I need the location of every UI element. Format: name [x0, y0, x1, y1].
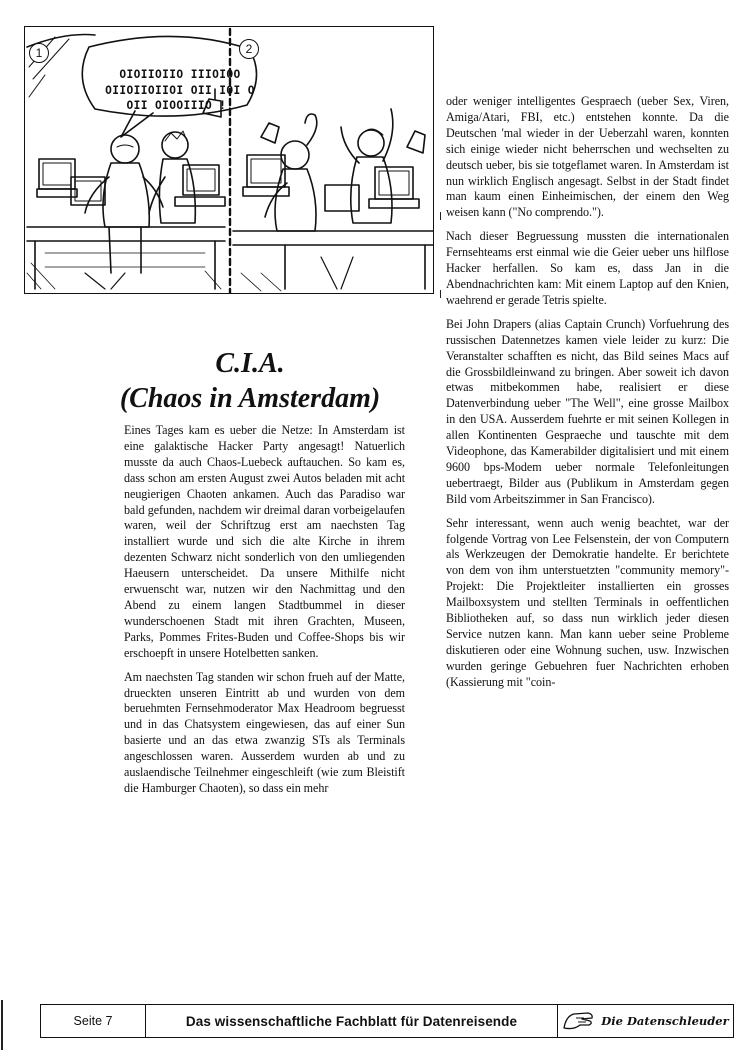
page-footer [40, 1004, 734, 1038]
footer-slogan: Das wissenschaftliche Fachblatt für Datenreisende [146, 1005, 558, 1037]
speech-bubble-line: OII OIOOIIIO !! [126, 99, 234, 112]
speech-bubble-line: OIOIIOIIO IIIOIOO [119, 68, 241, 81]
article-paragraph: oder weniger intelligentes Gespraech (ueber Sex, Viren, Amiga/Atari, FBI, etc.) entstehen konnte. Da die Deutschen 'mal wieder in der Ueberzahl waren, konnten sich einige wieder nicht beherrschen und wechselten zu deutsch ueber, bis sie totgeflamet waren. In Amsterdam ist nun wirklich Englisch angesagt. Selbst in der Stadt findet man kaum einen Einheimischen, der einem den Weg weisen kann ("No comprendo."). [446, 94, 729, 220]
panel-number-2: 2 [239, 39, 259, 59]
hand-logo-icon [562, 1010, 596, 1032]
article-paragraph: Am naechsten Tag standen wir schon frueh auf der Matte, drueckten unseren Eintritt ab und wurden von dem beruehmten Fernsehmoderator Max Headroom begruesst und in das Chatsystem eingewiesen, das auf einer Sun basierte und an das etwa zwanzig STs als Terminals angeschlossen waren. Ausserdem wurden ab und zu auslaendische Teilnehmer eingeschleift (wie zum Bleistift die Hamburger Chaoten), so dass ein mehr [124, 669, 405, 795]
article-column-right [446, 94, 729, 699]
footer-logo [558, 1005, 733, 1037]
logo-text: Die Datenschleuder [601, 1014, 729, 1028]
scan-mark [1, 1000, 3, 1050]
comic-illustration [24, 26, 434, 294]
article-paragraph: Bei John Drapers (alias Captain Crunch) Vorfuehrung des russischen Datennetzes kamen viele leider zu kurz: Die Veranstalter schafften es nicht, das Bild seines Macs auf die Grossbildleinwand zu bringen. Aber soweit ich davon etwas mitbekommen habe, realisiert er diese Datenverbindung ueber "The Well", eine grosse Mailbox in den USA. Ausserdem fuehrte er mit seinen Kollegen in allen Kontinenten Gespraeche und tauschte mit dem Videophone, das Kamerabilder digitalisiert und mit einem 9600 bps-Modem ueber normale Telefonleitungen uebertraegt, Bilder aus (Publikum in Amsterdam gegen Bild vom Arbeitszimmer in San Francisco). [446, 316, 729, 506]
scan-mark [440, 212, 441, 220]
panel-number-1: 1 [29, 43, 49, 63]
article-paragraph: Nach dieser Begruessung mussten die internationalen Fernsehteams erst einmal wie die Geier ueber uns hilflose Hacker herfallen. So kam es, dass Jan in die Abendnachrichten kam: Mit einem Laptop auf den Knien, waehrend er gerade Tetris spielte. [446, 229, 729, 307]
speech-bubble [105, 67, 255, 114]
article-paragraph: Eines Tages kam es ueber die Netze: In Amsterdam ist eine galaktische Hacker Party angesagt! Natuerlich musste da auch Chaos-Luebeck auftauchen. So kam es, dass schon am ersten August zwei Autos beladen mit acht neugierigen Chaoten ankamen. Auch das Paradiso war bald gefunden, nachdem wir dreimal daran vorbeigelaufen waren, weil der Schriftzug erst am naechsten Tag installiert wurde und sich die alte Kirche in ihrem dezenten Schwarz nicht sonderlich von den umliegenden Haeusern unterscheidet. Da unsere Mithilfe nicht erwuenscht war, nutzen wir den Nachmittag und den Abend zu einem langen Stadtbummel in dieser wunderschoenen Stadt mit ihren Grachten, Museen, Parks, Pommes Frites-Buden und Coffee-Shops bis wir erschoepft in unsere Hotelbetten sanken. [124, 423, 405, 660]
article-title: C.I.A. [215, 348, 285, 379]
article-column-left [124, 423, 405, 805]
article-subtitle: (Chaos in Amsterdam) [119, 383, 381, 414]
speech-bubble-line: OIIOIIOIIOI OII IOI O [105, 83, 255, 97]
page-number: Seite 7 [41, 1005, 146, 1037]
article-paragraph: Sehr interessant, wenn auch wenig beachtet, war der folgende Vortrag von Lee Felsenstein, der von Computern als Werkzeugen der Demokratie handelte. Er berichtete von dem von ihm unterstuetzten "community memory"-Projekt: Die Projektleiter installierten ein grosses Mailboxsystem und stellten Terminals in oeffentlichen Bibliotheken auf, so dass nun wirklich jeder diesen Service nutzen kann. Man kann ueber seine Probleme diskutieren oder eine Wohnung suchen, usw. Inzwischen wurden geringe Gebuehren fuer Nachrichten erhoben (Kassierung mit "coin- [446, 515, 729, 689]
scan-mark [440, 290, 441, 298]
